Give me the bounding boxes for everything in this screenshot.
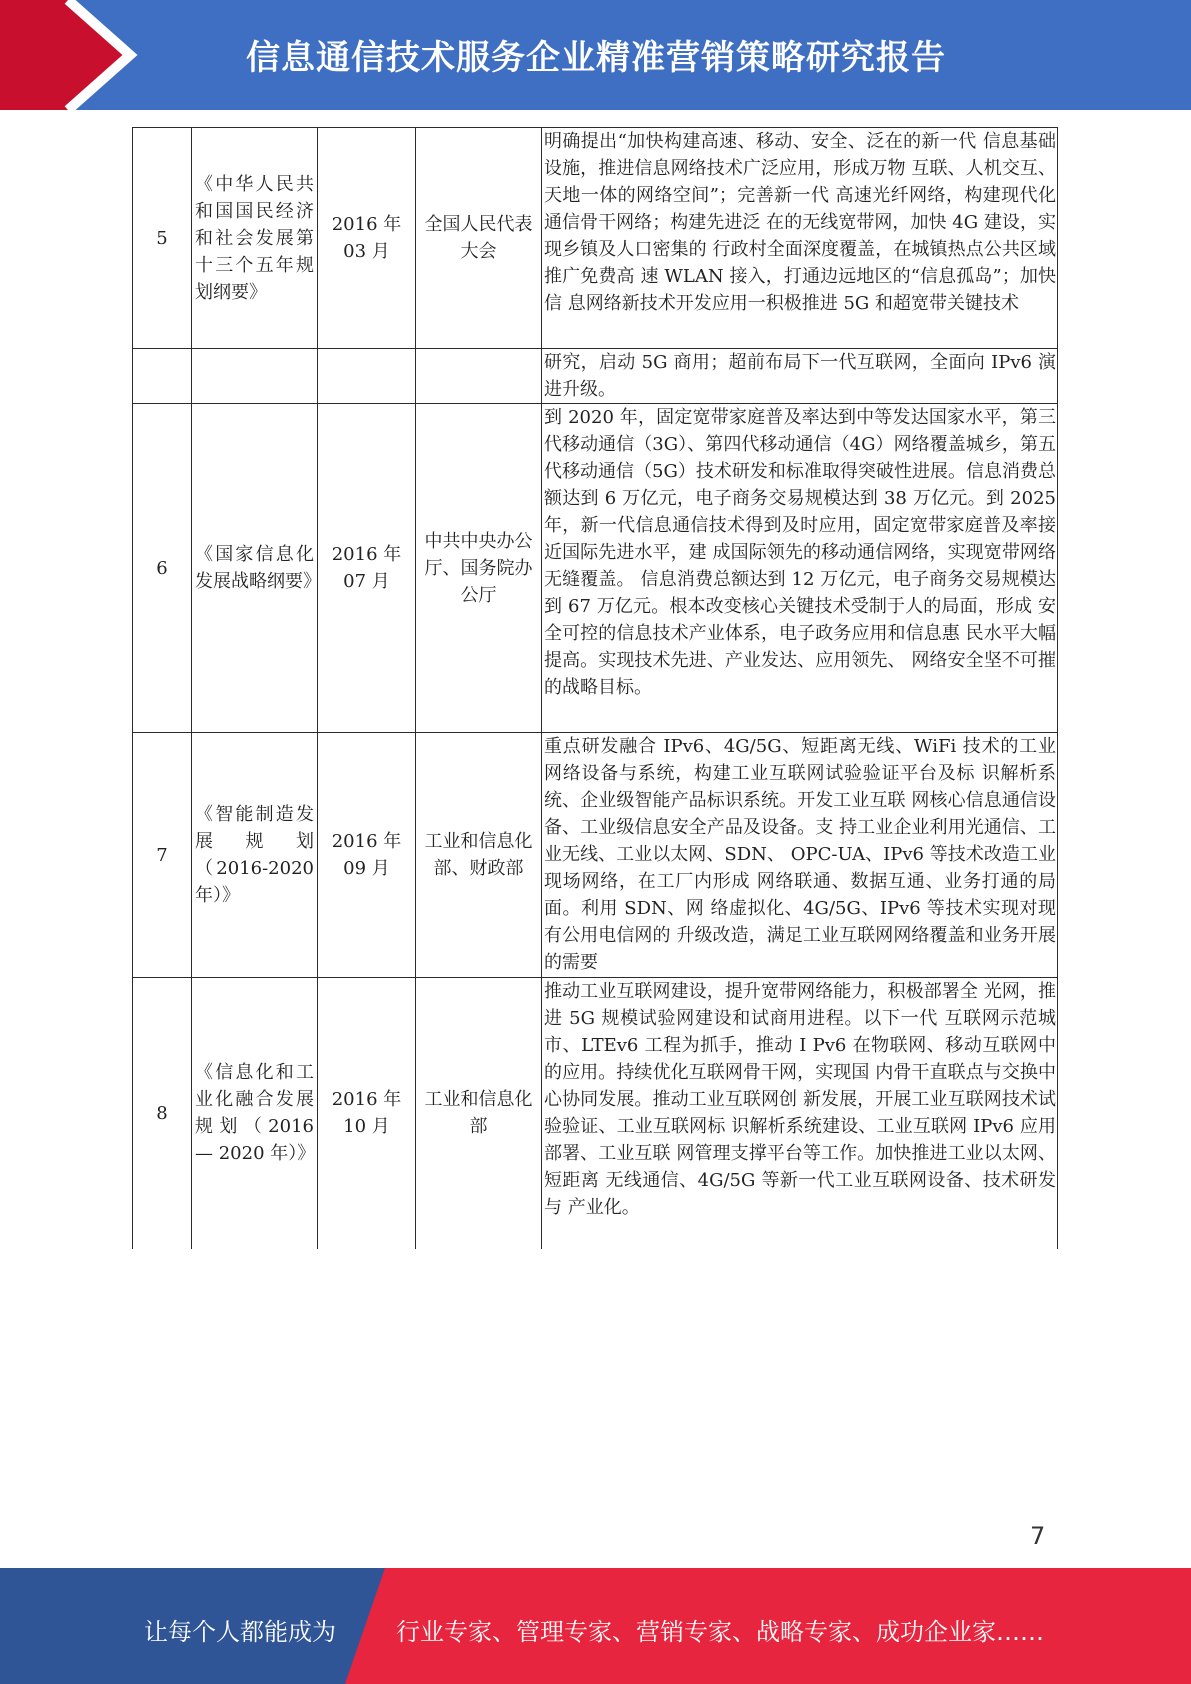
policy-name bbox=[192, 349, 318, 404]
table-row bbox=[133, 404, 1058, 733]
issue-date: 2016 年 03 月 bbox=[318, 128, 416, 349]
header-arrow-decoration bbox=[0, 0, 160, 110]
issuing-department: 中共中央办公厅、国务院办公厅 bbox=[416, 404, 542, 733]
issuing-department: 工业和信息化部、财政部 bbox=[416, 733, 542, 978]
policy-content: 到 2020 年，固定宽带家庭普及率达到中等发达国家水平，第三代移动通信（3G）、第四代移动通信（4G）网络覆盖城乡，第五代移动通信（5G）技术研发和标准取得突破性进展。信息消费总额达到 6 万亿元，电子商务交易规模达到 38 万亿元。到 2025 年，新一代信息通信技术得到及时应用，固定宽带家庭普及率接近国际先进水平，建 成国际领先的移动通信网络，实现宽带网络无缝覆盖。 信息消费总额达到 12 万亿元，电子商务交易规模达到 67 万亿元。根本改变核心关键技术受制于人的局面，形成 安全可控的信息技术产业体系，电子政务应用和信息惠 民水平大幅提高。实现技术先进、产业发达、应用领先、 网络安全坚不可摧的战略目标。 bbox=[542, 404, 1058, 733]
issue-date: 2016 年 10 月 bbox=[318, 978, 416, 1249]
footer-slogan-left: 让每个人都能成为 bbox=[144, 1618, 336, 1646]
row-number bbox=[133, 349, 192, 404]
policy-name: 《国家信息化发展战略纲要》 bbox=[192, 404, 318, 733]
issuing-department bbox=[416, 349, 542, 404]
report-title: 信息通信技术服务企业精准营销策略研究报告 bbox=[246, 38, 946, 78]
table-row bbox=[133, 128, 1058, 349]
table-row bbox=[133, 349, 1058, 404]
policy-content: 明确提出“加快构建高速、移动、安全、泛在的新一代 信息基础设施，推进信息网络技术广泛应用，形成万物 互联、人机交互、天地一体的网络空间”；完善新一代 高速光纤网络，构建现代化通信骨干网络；构建先进泛 在的无线宽带网，加快 4G 建设，实现乡镇及人口密集的 行政村全面深度覆盖，在城镇热点公共区域推广免费高 速 WLAN 接入，打通边远地区的“信息孤岛”；加快信 息网络新技术开发应用一积极推进 5G 和超宽带关键技术 bbox=[542, 128, 1058, 349]
row-number: 8 bbox=[133, 978, 192, 1249]
issuing-department: 全国人民代表大会 bbox=[416, 128, 542, 349]
issue-date: 2016 年 07 月 bbox=[318, 404, 416, 733]
footer-slogan-right: 行业专家、管理专家、营销专家、战略专家、成功企业家…… bbox=[396, 1618, 1044, 1646]
table-row bbox=[133, 978, 1058, 1249]
policy-name: 《智能制造发展规划（2016-2020 年）》 bbox=[192, 733, 318, 978]
issuing-department: 工业和信息化部 bbox=[416, 978, 542, 1249]
policy-name: 《信息化和工业化融合发展规划（2016 — 2020 年）》 bbox=[192, 978, 318, 1249]
policy-table bbox=[132, 127, 1058, 1249]
row-number: 5 bbox=[133, 128, 192, 349]
table-row bbox=[133, 733, 1058, 978]
policy-content: 推动工业互联网建设，提升宽带网络能力，积极部署全 光网，推进 5G 规模试验网建设和试商用进程。以下一代 互联网示范城市、LTEv6 工程为抓手，推动 I Pv6 在物联网、移动互联网中的应用。持续优化互联网骨干网，实现国 内骨干直联点与交换中心协同发展。推动工业互联网创 新发展，开展工业互联网技术试验验证、工业互联网标 识解析系统建设、工业互联网 IPv6 应用部署、工业互联 网管理支撑平台等工作。加快推进工业以太网、短距离 无线通信、4G/5G 等新一代工业互联网设备、技术研发与 产业化。 bbox=[542, 978, 1058, 1249]
issue-date: 2016 年 09 月 bbox=[318, 733, 416, 978]
page-footer bbox=[0, 1568, 1191, 1684]
page-header bbox=[0, 0, 1191, 110]
policy-name: 《中华人民共和国国民经济和社会发展第十三个五年规划纲要》 bbox=[192, 128, 318, 349]
issue-date bbox=[318, 349, 416, 404]
policy-content: 重点研发融合 IPv6、4G/5G、短距离无线、WiFi 技术的工业网络设备与系统，构建工业互联网试验验证平台及标 识解析系统、企业级智能产品标识系统。开发工业互联 网核心信息通信设备、工业级信息安全产品及设备。支 持工业企业利用光通信、工业无线、工业以太网、SDN、 OPC-UA、IPv6 等技术改造工业现场网络，在工厂内形成 网络联通、数据互通、业务打通的局面。利用 SDN、网 络虚拟化、4G/5G、IPv6 等技术实现对现有公用电信网的 升级改造，满足工业互联网网络覆盖和业务开展的需要 bbox=[542, 733, 1058, 978]
page-number: 7 bbox=[1030, 1522, 1046, 1550]
policy-content: 研究，启动 5G 商用；超前布局下一代互联网，全面向 IPv6 演进升级。 bbox=[542, 349, 1058, 404]
row-number: 6 bbox=[133, 404, 192, 733]
row-number: 7 bbox=[133, 733, 192, 978]
